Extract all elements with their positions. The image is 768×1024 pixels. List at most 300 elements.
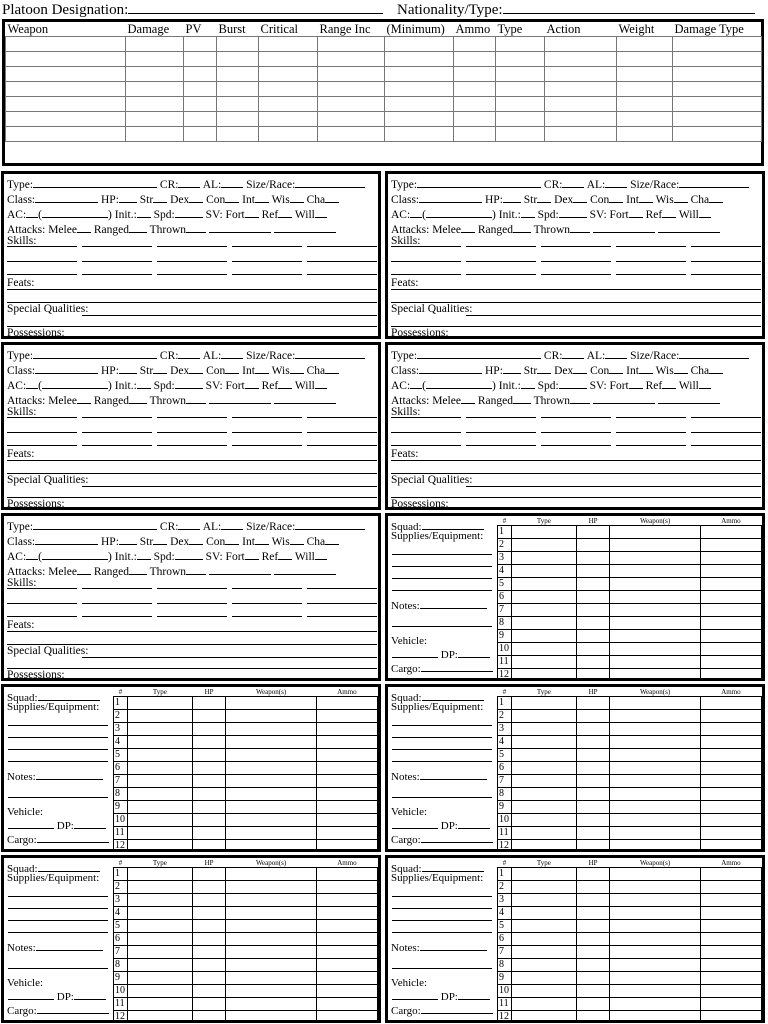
squad-blank[interactable] — [38, 861, 100, 872]
ref-blank[interactable] — [662, 207, 676, 218]
roster-cell[interactable] — [576, 881, 609, 894]
spd-blank[interactable] — [559, 207, 587, 218]
weapons-cell[interactable] — [454, 127, 496, 142]
con-blank[interactable] — [225, 363, 239, 374]
skill-blank[interactable] — [232, 616, 302, 617]
attack-extra-blank[interactable] — [274, 393, 336, 404]
possessions-blank[interactable] — [446, 509, 761, 510]
melee-blank[interactable] — [77, 222, 91, 233]
roster-cell[interactable] — [576, 985, 609, 998]
roster-cell[interactable] — [610, 775, 701, 788]
roster-cell[interactable] — [610, 604, 701, 617]
skill-blank[interactable] — [157, 417, 227, 418]
spd-blank[interactable] — [175, 207, 203, 218]
roster-cell[interactable] — [700, 775, 761, 788]
supplies-blank[interactable] — [8, 920, 108, 921]
roster-cell[interactable] — [226, 907, 317, 920]
roster-cell[interactable] — [610, 959, 701, 972]
roster-cell[interactable] — [316, 907, 377, 920]
con-blank[interactable] — [609, 192, 623, 203]
roster-cell[interactable] — [226, 775, 317, 788]
roster-cell[interactable] — [316, 946, 377, 959]
str-blank[interactable] — [153, 363, 167, 374]
weapons-cell[interactable] — [545, 82, 617, 97]
roster-cell[interactable] — [700, 617, 761, 630]
roster-cell[interactable] — [700, 801, 761, 814]
cargo-blank[interactable] — [37, 1003, 109, 1014]
roster-cell[interactable] — [192, 946, 225, 959]
roster-cell[interactable] — [700, 526, 761, 539]
skill-blank[interactable] — [391, 246, 461, 247]
fort-blank[interactable] — [629, 378, 643, 389]
skill-blank[interactable] — [391, 261, 461, 262]
skill-blank[interactable] — [307, 261, 377, 262]
weapons-cell[interactable] — [385, 37, 454, 52]
weapons-cell[interactable] — [126, 112, 184, 127]
roster-cell[interactable] — [511, 736, 576, 749]
roster-cell[interactable] — [511, 539, 576, 552]
roster-cell[interactable] — [511, 656, 576, 669]
roster-cell[interactable] — [226, 1011, 317, 1024]
roster-cell[interactable] — [316, 998, 377, 1011]
weapons-cell[interactable] — [617, 127, 673, 142]
squad-blank[interactable] — [422, 690, 484, 701]
roster-cell[interactable] — [127, 920, 192, 933]
roster-cell[interactable] — [192, 801, 225, 814]
roster-cell[interactable] — [610, 539, 701, 552]
skill-blank[interactable] — [232, 603, 302, 604]
dex-blank[interactable] — [189, 363, 203, 374]
thrown-blank[interactable] — [186, 564, 206, 575]
weapons-cell[interactable] — [496, 52, 545, 67]
roster-cell[interactable] — [610, 591, 701, 604]
roster-cell[interactable] — [700, 907, 761, 920]
notes-blank[interactable] — [420, 598, 487, 609]
roster-cell[interactable] — [511, 959, 576, 972]
weapons-cell[interactable] — [496, 112, 545, 127]
roster-cell[interactable] — [316, 868, 377, 881]
roster-cell[interactable] — [511, 710, 576, 723]
str-blank[interactable] — [153, 534, 167, 545]
supplies-blank[interactable] — [8, 761, 108, 762]
roster-cell[interactable] — [226, 710, 317, 723]
roster-cell[interactable] — [192, 697, 225, 710]
roster-cell[interactable] — [610, 578, 701, 591]
wis-blank[interactable] — [290, 192, 304, 203]
roster-cell[interactable] — [610, 697, 701, 710]
weapons-cell[interactable] — [673, 112, 762, 127]
will-blank[interactable] — [699, 207, 711, 218]
roster-cell[interactable] — [700, 868, 761, 881]
roster-cell[interactable] — [316, 920, 377, 933]
roster-cell[interactable] — [700, 643, 761, 656]
roster-cell[interactable] — [127, 762, 192, 775]
roster-cell[interactable] — [700, 697, 761, 710]
special-qualities-blank[interactable] — [82, 486, 377, 487]
weapons-cell[interactable] — [673, 82, 762, 97]
fort-blank[interactable] — [245, 549, 259, 560]
roster-cell[interactable] — [700, 959, 761, 972]
vehicle-blank[interactable] — [392, 647, 438, 658]
weapons-cell[interactable] — [259, 127, 318, 142]
weapons-cell[interactable] — [126, 82, 184, 97]
ac-detail-blank[interactable] — [42, 207, 108, 218]
roster-cell[interactable] — [226, 894, 317, 907]
weapons-cell[interactable] — [126, 37, 184, 52]
roster-cell[interactable] — [511, 604, 576, 617]
vehicle-blank[interactable] — [8, 989, 54, 1000]
skill-blank[interactable] — [691, 432, 761, 433]
skill-blank[interactable] — [82, 603, 152, 604]
skill-blank[interactable] — [466, 417, 536, 418]
skill-blank[interactable] — [157, 246, 227, 247]
roster-cell[interactable] — [576, 827, 609, 840]
cargo-blank[interactable] — [37, 832, 109, 843]
type-blank[interactable] — [417, 348, 541, 359]
roster-cell[interactable] — [192, 840, 225, 853]
skill-blank[interactable] — [157, 603, 227, 604]
roster-cell[interactable] — [576, 868, 609, 881]
roster-cell[interactable] — [610, 933, 701, 946]
feats-blank[interactable] — [391, 289, 761, 290]
supplies-blank[interactable] — [392, 761, 492, 762]
roster-cell[interactable] — [576, 669, 609, 682]
weapons-cell[interactable] — [454, 112, 496, 127]
roster-cell[interactable] — [127, 827, 192, 840]
hp-blank[interactable] — [503, 192, 521, 203]
roster-cell[interactable] — [192, 749, 225, 762]
skill-blank[interactable] — [232, 417, 302, 418]
weapons-cell[interactable] — [6, 37, 126, 52]
roster-cell[interactable] — [700, 881, 761, 894]
init-blank[interactable] — [137, 549, 151, 560]
squad-blank[interactable] — [422, 861, 484, 872]
weapons-cell[interactable] — [454, 37, 496, 52]
roster-cell[interactable] — [127, 868, 192, 881]
weapons-cell[interactable] — [318, 82, 385, 97]
weapons-cell[interactable] — [217, 82, 259, 97]
roster-cell[interactable] — [192, 920, 225, 933]
skill-blank[interactable] — [307, 588, 377, 589]
weapons-cell[interactable] — [673, 37, 762, 52]
weapons-cell[interactable] — [259, 52, 318, 67]
roster-cell[interactable] — [511, 591, 576, 604]
roster-cell[interactable] — [700, 814, 761, 827]
skill-blank[interactable] — [232, 246, 302, 247]
roster-cell[interactable] — [700, 998, 761, 1011]
melee-blank[interactable] — [77, 393, 91, 404]
skill-blank[interactable] — [157, 616, 227, 617]
skill-blank[interactable] — [616, 432, 686, 433]
weapons-cell[interactable] — [6, 127, 126, 142]
weapons-cell[interactable] — [184, 52, 217, 67]
size-race-blank[interactable] — [679, 348, 749, 359]
skill-blank[interactable] — [307, 616, 377, 617]
roster-cell[interactable] — [700, 552, 761, 565]
roster-cell[interactable] — [127, 907, 192, 920]
weapons-cell[interactable] — [496, 97, 545, 112]
roster-cell[interactable] — [192, 933, 225, 946]
roster-cell[interactable] — [610, 788, 701, 801]
hp-blank[interactable] — [503, 363, 521, 374]
supplies-blank[interactable] — [8, 896, 108, 897]
dp-blank[interactable] — [458, 989, 490, 1000]
roster-cell[interactable] — [576, 723, 609, 736]
skill-blank[interactable] — [7, 616, 77, 617]
roster-cell[interactable] — [226, 985, 317, 998]
will-blank[interactable] — [315, 549, 327, 560]
supplies-blank[interactable] — [8, 737, 108, 738]
special-qualities-blank[interactable] — [466, 486, 761, 487]
init-blank[interactable] — [137, 378, 151, 389]
skill-blank[interactable] — [7, 588, 77, 589]
ref-blank[interactable] — [662, 378, 676, 389]
skill-blank[interactable] — [691, 445, 761, 446]
roster-cell[interactable] — [192, 972, 225, 985]
roster-cell[interactable] — [226, 933, 317, 946]
roster-cell[interactable] — [610, 710, 701, 723]
roster-cell[interactable] — [610, 920, 701, 933]
skill-blank[interactable] — [466, 432, 536, 433]
weapons-cell[interactable] — [673, 52, 762, 67]
weapons-cell[interactable] — [6, 52, 126, 67]
feats-blank[interactable] — [7, 289, 377, 290]
roster-cell[interactable] — [192, 762, 225, 775]
roster-cell[interactable] — [127, 814, 192, 827]
roster-cell[interactable] — [576, 617, 609, 630]
int-blank[interactable] — [255, 192, 269, 203]
roster-cell[interactable] — [576, 630, 609, 643]
dp-blank[interactable] — [458, 818, 490, 829]
roster-cell[interactable] — [192, 959, 225, 972]
melee-blank[interactable] — [461, 222, 475, 233]
special-qualities-blank[interactable] — [82, 315, 377, 316]
vehicle-blank[interactable] — [8, 818, 54, 829]
skill-blank[interactable] — [82, 246, 152, 247]
roster-cell[interactable] — [511, 827, 576, 840]
roster-cell[interactable] — [700, 788, 761, 801]
special-qualities-blank[interactable] — [82, 657, 377, 658]
roster-cell[interactable] — [511, 749, 576, 762]
notes-blank[interactable] — [420, 940, 487, 951]
roster-cell[interactable] — [576, 526, 609, 539]
roster-cell[interactable] — [576, 578, 609, 591]
skill-blank[interactable] — [391, 417, 461, 418]
skill-blank[interactable] — [307, 417, 377, 418]
dex-blank[interactable] — [189, 534, 203, 545]
ac-blank[interactable] — [410, 378, 422, 389]
fort-blank[interactable] — [245, 207, 259, 218]
roster-cell[interactable] — [610, 617, 701, 630]
roster-cell[interactable] — [226, 801, 317, 814]
roster-cell[interactable] — [700, 736, 761, 749]
ranged-blank[interactable] — [129, 222, 147, 233]
skill-blank[interactable] — [7, 432, 77, 433]
roster-cell[interactable] — [576, 552, 609, 565]
type-blank[interactable] — [33, 348, 157, 359]
roster-cell[interactable] — [316, 697, 377, 710]
roster-cell[interactable] — [316, 788, 377, 801]
roster-cell[interactable] — [610, 723, 701, 736]
roster-cell[interactable] — [576, 933, 609, 946]
size-race-blank[interactable] — [295, 177, 365, 188]
size-race-blank[interactable] — [295, 519, 365, 530]
platoon-designation-blank[interactable] — [128, 0, 383, 14]
roster-cell[interactable] — [610, 1011, 701, 1024]
ac-blank[interactable] — [26, 378, 38, 389]
weapons-cell[interactable] — [6, 112, 126, 127]
roster-cell[interactable] — [511, 552, 576, 565]
roster-cell[interactable] — [610, 565, 701, 578]
roster-cell[interactable] — [511, 630, 576, 643]
roster-cell[interactable] — [192, 881, 225, 894]
skill-blank[interactable] — [157, 261, 227, 262]
roster-cell[interactable] — [576, 762, 609, 775]
weapons-cell[interactable] — [385, 97, 454, 112]
weapons-cell[interactable] — [217, 52, 259, 67]
ac-blank[interactable] — [26, 549, 38, 560]
dp-blank[interactable] — [458, 647, 490, 658]
weapons-cell[interactable] — [385, 127, 454, 142]
weapons-cell[interactable] — [617, 37, 673, 52]
weapons-cell[interactable] — [217, 37, 259, 52]
roster-cell[interactable] — [700, 604, 761, 617]
roster-cell[interactable] — [576, 697, 609, 710]
skill-blank[interactable] — [82, 445, 152, 446]
wis-blank[interactable] — [674, 363, 688, 374]
roster-cell[interactable] — [576, 643, 609, 656]
skill-blank[interactable] — [232, 588, 302, 589]
dp-blank[interactable] — [74, 989, 106, 1000]
notes-blank[interactable] — [36, 940, 103, 951]
roster-cell[interactable] — [192, 736, 225, 749]
roster-cell[interactable] — [226, 959, 317, 972]
weapons-cell[interactable] — [385, 82, 454, 97]
weapons-cell[interactable] — [318, 127, 385, 142]
roster-cell[interactable] — [700, 894, 761, 907]
skill-blank[interactable] — [391, 445, 461, 446]
ranged-blank[interactable] — [513, 393, 531, 404]
roster-cell[interactable] — [192, 788, 225, 801]
skill-blank[interactable] — [157, 588, 227, 589]
roster-cell[interactable] — [576, 946, 609, 959]
weapons-cell[interactable] — [259, 82, 318, 97]
roster-cell[interactable] — [316, 959, 377, 972]
wis-blank[interactable] — [674, 192, 688, 203]
skill-blank[interactable] — [616, 417, 686, 418]
roster-cell[interactable] — [610, 669, 701, 682]
roster-cell[interactable] — [226, 972, 317, 985]
weapons-cell[interactable] — [259, 97, 318, 112]
roster-cell[interactable] — [127, 749, 192, 762]
roster-cell[interactable] — [127, 1011, 192, 1024]
roster-cell[interactable] — [316, 840, 377, 853]
skill-blank[interactable] — [232, 445, 302, 446]
roster-cell[interactable] — [576, 565, 609, 578]
roster-cell[interactable] — [576, 801, 609, 814]
roster-cell[interactable] — [127, 933, 192, 946]
skill-blank[interactable] — [307, 246, 377, 247]
roster-cell[interactable] — [511, 881, 576, 894]
weapons-cell[interactable] — [259, 112, 318, 127]
roster-cell[interactable] — [610, 552, 701, 565]
weapons-cell[interactable] — [318, 52, 385, 67]
ac-detail-blank[interactable] — [426, 378, 492, 389]
roster-cell[interactable] — [127, 801, 192, 814]
supplies-blank[interactable] — [392, 737, 492, 738]
roster-cell[interactable] — [610, 526, 701, 539]
cr-blank[interactable] — [562, 177, 584, 188]
skill-blank[interactable] — [82, 616, 152, 617]
roster-cell[interactable] — [511, 998, 576, 1011]
roster-cell[interactable] — [576, 840, 609, 853]
ac-detail-blank[interactable] — [426, 207, 492, 218]
ref-blank[interactable] — [278, 207, 292, 218]
roster-cell[interactable] — [511, 723, 576, 736]
con-blank[interactable] — [225, 192, 239, 203]
con-blank[interactable] — [225, 534, 239, 545]
skill-blank[interactable] — [391, 432, 461, 433]
roster-cell[interactable] — [700, 565, 761, 578]
supplies-blank[interactable] — [392, 920, 492, 921]
skill-blank[interactable] — [307, 274, 377, 275]
weapons-cell[interactable] — [184, 97, 217, 112]
roster-cell[interactable] — [700, 946, 761, 959]
roster-cell[interactable] — [192, 814, 225, 827]
roster-cell[interactable] — [576, 998, 609, 1011]
weapons-cell[interactable] — [217, 97, 259, 112]
roster-cell[interactable] — [511, 1011, 576, 1024]
ac-detail-blank[interactable] — [42, 549, 108, 560]
weapons-cell[interactable] — [318, 37, 385, 52]
roster-cell[interactable] — [700, 578, 761, 591]
weapons-cell[interactable] — [545, 97, 617, 112]
supplies-blank[interactable] — [8, 908, 108, 909]
roster-cell[interactable] — [316, 1011, 377, 1024]
supplies-blank[interactable] — [8, 932, 108, 933]
roster-cell[interactable] — [576, 736, 609, 749]
roster-cell[interactable] — [576, 656, 609, 669]
weapons-cell[interactable] — [617, 112, 673, 127]
weapons-cell[interactable] — [496, 127, 545, 142]
al-blank[interactable] — [221, 519, 243, 530]
possessions-blank[interactable] — [446, 338, 761, 339]
skill-blank[interactable] — [157, 274, 227, 275]
skill-blank[interactable] — [691, 417, 761, 418]
roster-cell[interactable] — [127, 998, 192, 1011]
weapons-cell[interactable] — [259, 37, 318, 52]
ac-detail-blank[interactable] — [42, 378, 108, 389]
supplies-blank[interactable] — [392, 590, 492, 591]
weapons-cell[interactable] — [545, 67, 617, 82]
supplies-blank[interactable] — [392, 932, 492, 933]
skill-blank[interactable] — [307, 432, 377, 433]
cha-blank[interactable] — [325, 534, 339, 545]
skill-blank[interactable] — [691, 246, 761, 247]
roster-cell[interactable] — [610, 985, 701, 998]
roster-cell[interactable] — [316, 894, 377, 907]
skill-blank[interactable] — [466, 261, 536, 262]
roster-cell[interactable] — [192, 1011, 225, 1024]
roster-cell[interactable] — [511, 920, 576, 933]
attack-extra-blank[interactable] — [209, 564, 271, 575]
roster-cell[interactable] — [192, 827, 225, 840]
roster-cell[interactable] — [511, 643, 576, 656]
ranged-blank[interactable] — [513, 222, 531, 233]
skill-blank[interactable] — [7, 246, 77, 247]
roster-cell[interactable] — [610, 881, 701, 894]
roster-cell[interactable] — [610, 630, 701, 643]
